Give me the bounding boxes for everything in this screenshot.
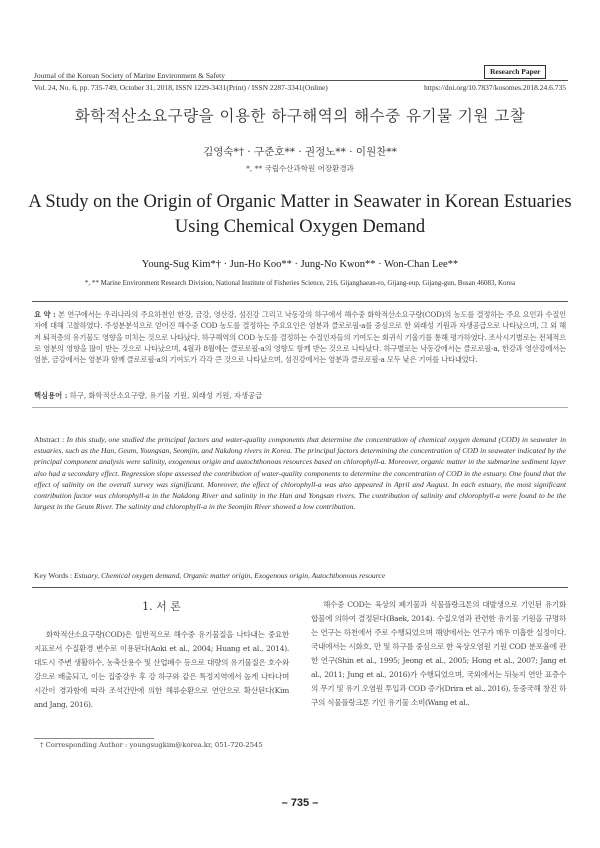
korean-abstract-text: 본 연구에서는 우리나라의 주요하천인 한강, 금강, 영산강, 섬진강 그리고 낙동강의 하구에서 해수중 화학적산소요구량(COD)의 농도를 결정하는 주요 요인과 수질인자에 대해 고찰하였다. 주성분분석으로 얻어진 해수중 COD 농도를 결정하는 주요요인은 염분과 클로로필-a를 중심으로 한 외래성 기원과 자생공급으로 나타났으며, 그 외 해저 퇴적층의 유기물도 영향을 미치는 것으로 나타났다. 하구해역의 COD 농도를 결정하는 수질인자들의 기여도는 회귀식 기울기를 통해 평가하였다. 조사시기별로는 전체적으로 염분의 영향을 많이 받는 것으로 나타났으며, 4월과 8월에는 클로로필-a의 영향도 함께 받는 것으로 나타났다. 하구별로는 낙동강에서는 클로로필-a, 한강과 영산강에서는 염분, 금강에서는 염분과 함께 클로로필-a의 기여도가 각각 큰 것으로 나타났으며, 섬진강에서는 염분과 클로로필-a 모두 낮은 기여를 나타내었다. <box>34 310 566 365</box>
header-rule-top <box>32 80 568 81</box>
english-affiliation: *, ** Marine Environment Research Division, National Institute of Fisheries Science, 216, Gijanghaean-ro, Gijang-eup, Gijang-gun, Busan 46083, Korea <box>84 279 516 287</box>
korean-title: 화학적산소요구량을 이용한 하구해역의 해수중 유기물 기원 고찰 <box>74 107 526 125</box>
korean-abstract <box>34 309 566 365</box>
english-title-line-2: Using Chemical Oxygen Demand <box>174 217 426 237</box>
corresponding-author-footnote: † Corresponding Author : youngsugkim@korea.kr, 051-720-2545 <box>40 741 263 749</box>
research-paper-badge: Research Paper <box>484 65 546 79</box>
korean-keywords <box>34 391 566 401</box>
doi-link[interactable]: https://doi.org/10.7837/kosomes.2018.24.6.735 <box>424 83 566 92</box>
abstract-rule-bottom <box>32 587 568 588</box>
footnote-rule <box>34 738 154 739</box>
english-keywords-text: Estuary, Chemical oxygen demand, Organic matter origin, Exogenous origin, Autochthonous resource <box>73 571 386 580</box>
korean-authors: 김영숙*† · 구준호** · 권정노** · 이원찬** <box>203 146 397 158</box>
english-abstract-text: In this study, one studied the principal factors and water-quality components that determine the concentration of chemical oxygen demand (COD) in seawater in estuaries, such as the Han, Geum, Youngsan, Seomjin, and Nakdong rivers in Korea. The principal factors determining the concentration of COD in seawater indicated by the principal component analysis were salinity, exogenous origin and autochthonous resources based on chlorophyll-a. Moreover, organic matter in the submarine sediment layer also had a secondary effect. Regression slope assessed the contribution of water-quality components to determine the concentration of COD in the estuary. One found that the effect of salinity on the overall survey was significant. Moreover, the effect of chlorophyll-a was also appeared in April and August. In each estuary, the most significant contribution factor was chlorophyll-a in the Nakdong River and salinity in the Han and Yongsan rivers. The contribution of salinity and chlorophyll-a were found to be the largest in the Geum River. The salinity and chlorophyll-a in the Seomjin River showed a low contribution. <box>34 435 566 512</box>
korean-affiliation: *, ** 국립수산과학원 어장환경과 <box>246 164 354 173</box>
english-keywords <box>34 571 385 580</box>
english-keywords-label: Key Words : <box>34 571 73 580</box>
korean-keywords-text: 하구, 화학적산소요구량, 유기물 기원, 외래성 기원, 자생공급 <box>69 391 263 400</box>
abstract-rule-top <box>32 301 568 302</box>
page-number: – 735 – <box>281 797 319 809</box>
section-heading-introduction: 1. 서 론 <box>142 600 181 613</box>
english-abstract <box>34 434 566 512</box>
abstract-divider <box>32 407 568 408</box>
intro-right-column: 해수중 COD는 육상의 폐기물과 식물플랑크톤의 대발생으로 기인된 유기화합물에 의하여 결정된다(Baek, 2014). 수질오염과 관련한 유기물 기원을 규명하는 연구는 하천에서 주로 수행되었으며 해양에서는 연구가 매우 미흡한 실정이다. 국내에서는 시화호, 만 및 하구를 중심으로 한 육상오염원 기원 COD 분포율에 관한 연구(Shin et al., 1995; Jeong et al., 2005; Hong et al., 2007; Jang et al., 2011; Jung et al., 2016)가 수행되었으며, 국외에서는 뒤늦지 연안 표층수의 무기 및 유기 오염원 투입과 COD 증가(Drira et al., 2016), 동중국해 창진 하구의 식물플랑크톤 기인 유기물 소비(Wang et al., <box>311 600 566 707</box>
english-title <box>0 190 600 240</box>
intro-left-column: 화학적산소요구량(COD)은 일반적으로 해수중 유기물질을 나타내는 중요한 지표로서 수질환경 변수로 이용된다(Aoki et al., 2004; Huang et al., 2014). 대도시 주변 생활하수, 농축산용수 및 산업폐수 등으로 대량의 유기물질은 호수와 강으로 배출되고, 이는 집중강우 후 강 하구와 같은 특정지역에서 높게 나타나며 시간이 경과함에 따라 조석간만에 의한 해류순환으로 연안으로 확산된다(Kim and Jang, 2016). <box>34 630 289 709</box>
korean-keywords-label: 핵심용어 : <box>34 391 68 400</box>
english-abstract-label: Abstract : <box>34 435 65 444</box>
journal-name: Journal of the Korean Society of Marine Environment & Safety <box>34 71 225 80</box>
volume-info: Vol. 24, No. 6, pp. 735-749, October 31, 2018, ISSN 1229-3431(Print) / ISSN 2287-3341(Online) <box>34 83 328 92</box>
korean-abstract-label: 요 약 : <box>34 310 56 319</box>
english-authors: Young-Sug Kim*† · Jun-Ho Koo** · Jung-No Kwon** · Won-Chan Lee** <box>141 259 459 270</box>
english-title-line-1: A Study on the Origin of Organic Matter in Seawater in Korean Estuaries <box>28 192 572 212</box>
